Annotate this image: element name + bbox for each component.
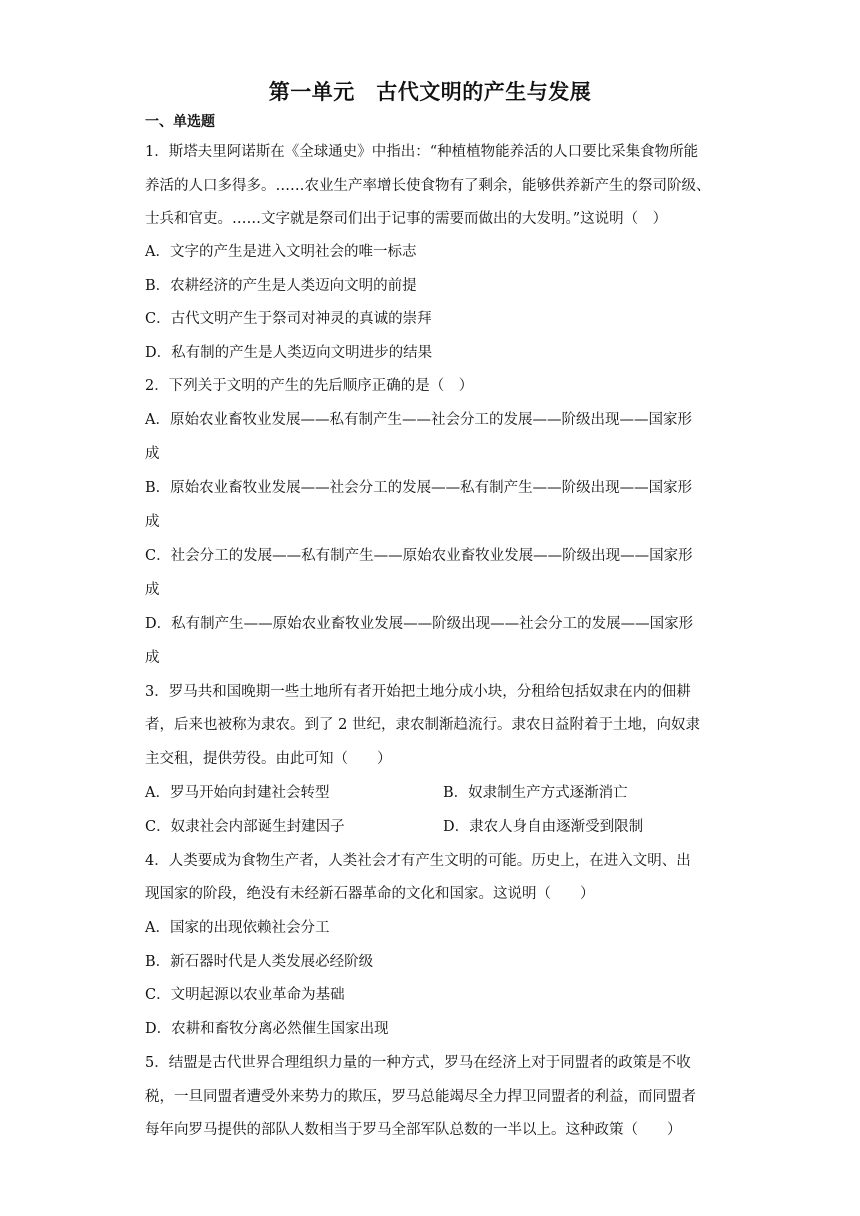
q5-stem-line: 税，一旦同盟者遭受外来势力的欺压，罗马总能竭尽全力捍卫同盟者的利益，而同盟者 [145,1089,696,1105]
q2-option-d: D．私有制产生——原始农业畜牧业发展——阶级出现——社会分工的发展——国家形 [145,616,694,632]
q3-stem-line: 3．罗马共和国晚期一些土地所有者开始把土地分成小块，分租给包括奴隶在内的佃耕 [145,684,691,700]
q2-option-b: B．原始农业畜牧业发展——社会分工的发展——私有制产生——阶级出现——国家形 [145,480,693,496]
q2-option-c-wrap: 成 [145,582,160,598]
q1-stem-line: 士兵和官吏。……文字就是祭司们出于记事的需要而做出的大发明。”这说明（ ） [145,211,668,227]
q3-option-c: C．奴隶社会内部诞生封建因子 [145,819,345,835]
q4-option-a: A．国家的出现依赖社会分工 [145,920,330,936]
q4-stem-line: 现国家的阶段，绝没有未经新石器革命的文化和国家。这说明（ ） [145,886,595,902]
q2-stem: 2．下列关于文明的产生的先后顺序正确的是（ ） [145,378,474,394]
q3-option-b: B．奴隶制生产方式逐渐消亡 [443,785,628,801]
q2-option-b-wrap: 成 [145,514,160,530]
q2-option-c: C．社会分工的发展——私有制产生——原始农业畜牧业发展——阶级出现——国家形 [145,548,693,564]
q1-option-d: D．私有制的产生是人类迈向文明进步的结果 [145,345,433,361]
q4-option-d: D．农耕和畜牧分离必然催生国家出现 [145,1021,389,1037]
q1-option-c: C．古代文明产生于祭司对神灵的真诚的崇拜 [145,311,432,327]
q2-option-a-wrap: 成 [145,446,160,462]
q2-option-d-wrap: 成 [145,650,160,666]
q3-stem-line: 者，后来也被称为隶农。到了 2 世纪，隶农制渐趋流行。隶农日益附着于土地，向奴隶 [145,717,700,733]
section-heading: 一、单选题 [145,114,215,130]
q3-option-a: A．罗马开始向封建社会转型 [145,785,330,801]
q4-option-c: C．文明起源以农业革命为基础 [145,987,345,1003]
q3-stem-line: 主交租，提供劳役。由此可知（ ） [145,751,392,767]
q1-stem-line: 1．斯塔夫里阿诺斯在《全球通史》中指出：“种植植物能养活的人口要比采集食物所能 [145,144,699,160]
q2-option-a: A．原始农业畜牧业发展——私有制产生——社会分工的发展——阶级出现——国家形 [145,412,692,428]
q5-stem-line: 每年向罗马提供的部队人数相当于罗马全部军队总数的一半以上。这种政策（ ） [145,1122,682,1138]
q1-stem-line: 养活的人口多得多。……农业生产率增长使食物有了剩余，能够供养新产生的祭司阶级、 [145,178,711,194]
q1-option-b: B．农耕经济的产生是人类迈向文明的前提 [145,278,417,294]
q4-option-b: B．新石器时代是人类发展必经阶级 [145,954,374,970]
q4-stem-line: 4．人类要成为食物生产者，人类社会才有产生文明的可能。历史上，在进入文明、出 [145,853,691,869]
q1-option-a: A．文字的产生是进入文明社会的唯一标志 [145,244,417,260]
q3-option-d: D．隶农人身自由逐渐受到限制 [443,819,644,835]
q5-stem-line: 5．结盟是古代世界合理组织力量的一种方式，罗马在经济上对于同盟者的政策是不收 [145,1055,691,1071]
page-title: 第一单元 古代文明的产生与发展 [268,80,592,104]
